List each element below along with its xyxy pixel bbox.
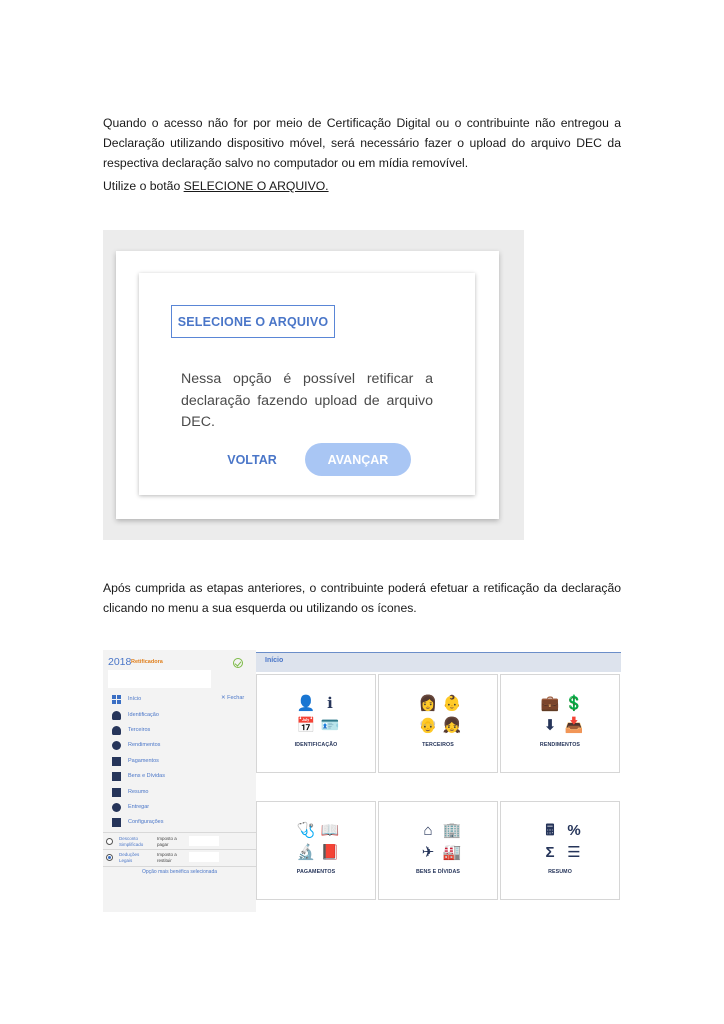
inbox-icon: 📥 xyxy=(564,717,584,734)
main-header xyxy=(256,652,621,672)
tax-status: Imposto a pagar xyxy=(157,836,177,847)
tile-identificacao[interactable] xyxy=(256,674,376,773)
radio-deducoes-legais[interactable] xyxy=(105,850,255,866)
tile-resumo[interactable] xyxy=(500,801,620,900)
percent-icon: % xyxy=(567,822,581,839)
back-button[interactable]: VOLTAR xyxy=(227,453,277,467)
upload-dialog-screenshot xyxy=(103,230,524,540)
child-icon: 👶 xyxy=(442,695,462,712)
dollar-icon xyxy=(112,741,121,750)
terceiros-icons xyxy=(419,695,461,735)
sidebar-item-pagamentos[interactable] xyxy=(112,755,159,767)
resumo-icons xyxy=(541,822,583,862)
airplane-icon: ✈ xyxy=(421,844,435,861)
intro-paragraph: Quando o acesso não for por meio de Certificação Digital ou o contribuinte não entregou a Declaração utilizando dispositivo móvel, será necessário fazer o upload do arquivo DEC da respectiva declaração salvo no computador ou em mídia removível. xyxy=(103,116,621,170)
open-book-icon: 📕 xyxy=(320,844,340,861)
sidebar-item-label: Identificação xyxy=(128,712,159,718)
radio-button[interactable] xyxy=(106,838,113,845)
elderly-icon: 👴 xyxy=(418,717,438,734)
divider xyxy=(103,866,256,867)
tile-label: RESUMO xyxy=(548,869,572,875)
dialog-inner-card xyxy=(139,273,475,495)
tile-label: BENS E DÍVIDAS xyxy=(415,869,461,875)
sidebar-item-terceiros[interactable] xyxy=(112,724,150,736)
pagamentos-icons xyxy=(297,822,339,862)
tile-label: RENDIMENTOS xyxy=(539,742,581,748)
arrow-down-icon: ⬇ xyxy=(543,717,557,734)
check-circle-icon xyxy=(233,658,243,668)
sidebar-item-label: Terceiros xyxy=(128,727,151,733)
tile-label: PAGAMENTOS xyxy=(296,869,336,875)
tile-pagamentos[interactable] xyxy=(256,801,376,900)
tile-bens-dividas[interactable] xyxy=(378,801,498,900)
tax-value-box xyxy=(189,852,219,862)
followup-paragraph: Após cumprida as etapas anteriores, o contribuinte poderá efetuar a retificação da declaração clicando no menu a sua esquerda ou utilizando os ícones. xyxy=(103,581,621,615)
instruction-paragraph xyxy=(103,176,621,196)
instruction-text: Utilize o botão xyxy=(103,179,184,193)
sidebar-item-rendimentos[interactable] xyxy=(112,739,160,751)
send-icon xyxy=(112,803,121,812)
sidebar-item-label: Bens e Dívidas xyxy=(128,773,165,779)
page-title: Início xyxy=(265,657,284,664)
sidebar-item-label: Configurações xyxy=(128,819,164,825)
house-icon: ⌂ xyxy=(423,822,433,839)
declaration-year: 2018 xyxy=(108,656,132,668)
book-icon: 📖 xyxy=(320,822,340,839)
sidebar xyxy=(103,650,256,912)
house-icon xyxy=(112,772,121,781)
sidebar-item-inicio[interactable] xyxy=(112,693,141,705)
grid-icon xyxy=(112,695,121,704)
list-icon: ☰ xyxy=(567,844,581,861)
sidebar-item-bens-dividas[interactable] xyxy=(112,770,165,782)
radio-desconto-simplificado[interactable] xyxy=(105,834,255,850)
person-icon: 👤 xyxy=(296,695,316,712)
best-option-note: Opção mais benéfica selecionada xyxy=(141,869,218,875)
tile-terceiros[interactable] xyxy=(378,674,498,773)
info-icon: ℹ xyxy=(327,695,333,712)
divider xyxy=(103,832,256,833)
declaration-type: Retificadora xyxy=(131,659,163,665)
medical-kit-icon: 🩺 xyxy=(296,822,316,839)
main-panel xyxy=(256,650,621,912)
dialog-outer-card xyxy=(116,251,499,519)
building-icon: 🏢 xyxy=(442,822,462,839)
girl-icon: 👧 xyxy=(442,717,462,734)
select-file-reference: SELECIONE O ARQUIVO. xyxy=(183,179,329,193)
sidebar-item-resumo[interactable] xyxy=(112,786,148,798)
people-icon xyxy=(112,726,121,735)
id-card-icon: 🪪 xyxy=(320,717,340,734)
woman-icon: 👩 xyxy=(418,695,438,712)
tax-value-box xyxy=(189,836,219,846)
sidebar-item-label: Resumo xyxy=(128,789,149,795)
tile-rendimentos[interactable] xyxy=(500,674,620,773)
sidebar-item-label: Pagamentos xyxy=(128,758,159,764)
dollar-icon: 💲 xyxy=(564,695,584,712)
select-file-button[interactable]: SELECIONE O ARQUIVO xyxy=(171,305,335,338)
user-info-box xyxy=(108,670,211,688)
document-icon xyxy=(112,788,121,797)
person-icon xyxy=(112,711,121,720)
sidebar-item-identificacao[interactable] xyxy=(112,709,159,721)
payments-icon xyxy=(112,757,121,766)
sidebar-item-entregar[interactable] xyxy=(112,801,149,813)
sigma-icon: Σ xyxy=(545,844,555,861)
businessman-icon: 💼 xyxy=(540,695,560,712)
tax-status: Imposto a restituir xyxy=(157,852,177,863)
sidebar-item-configuracoes[interactable] xyxy=(112,816,163,828)
calculator-icon: 🖩 xyxy=(545,822,555,839)
factory-icon: 🏭 xyxy=(442,844,462,861)
calendar-icon: 📅 xyxy=(296,717,316,734)
radio-button-selected[interactable] xyxy=(106,854,113,861)
rendimentos-icons xyxy=(541,695,583,735)
app-home-screenshot xyxy=(103,650,621,912)
sidebar-item-label: Rendimentos xyxy=(128,742,161,748)
tile-label: IDENTIFICAÇÃO xyxy=(294,742,338,748)
bens-dividas-icons xyxy=(419,822,461,862)
radio-label: Desconto Simplificado xyxy=(119,836,144,847)
tile-label: TERCEIROS xyxy=(422,742,454,748)
sidebar-item-label: Início xyxy=(128,696,142,702)
close-menu-button[interactable]: ✕ Fechar xyxy=(221,695,245,701)
radio-label: Deduções Legais xyxy=(119,852,140,863)
next-button[interactable]: AVANÇAR xyxy=(305,443,411,476)
sidebar-item-label: Entregar xyxy=(128,804,150,810)
identificacao-icons xyxy=(297,695,339,735)
microscope-icon: 🔬 xyxy=(296,844,316,861)
upload-info-text: Nessa opção é possível retificar a declaração fazendo upload de arquivo DEC. xyxy=(181,371,433,430)
settings-icon xyxy=(112,818,121,827)
